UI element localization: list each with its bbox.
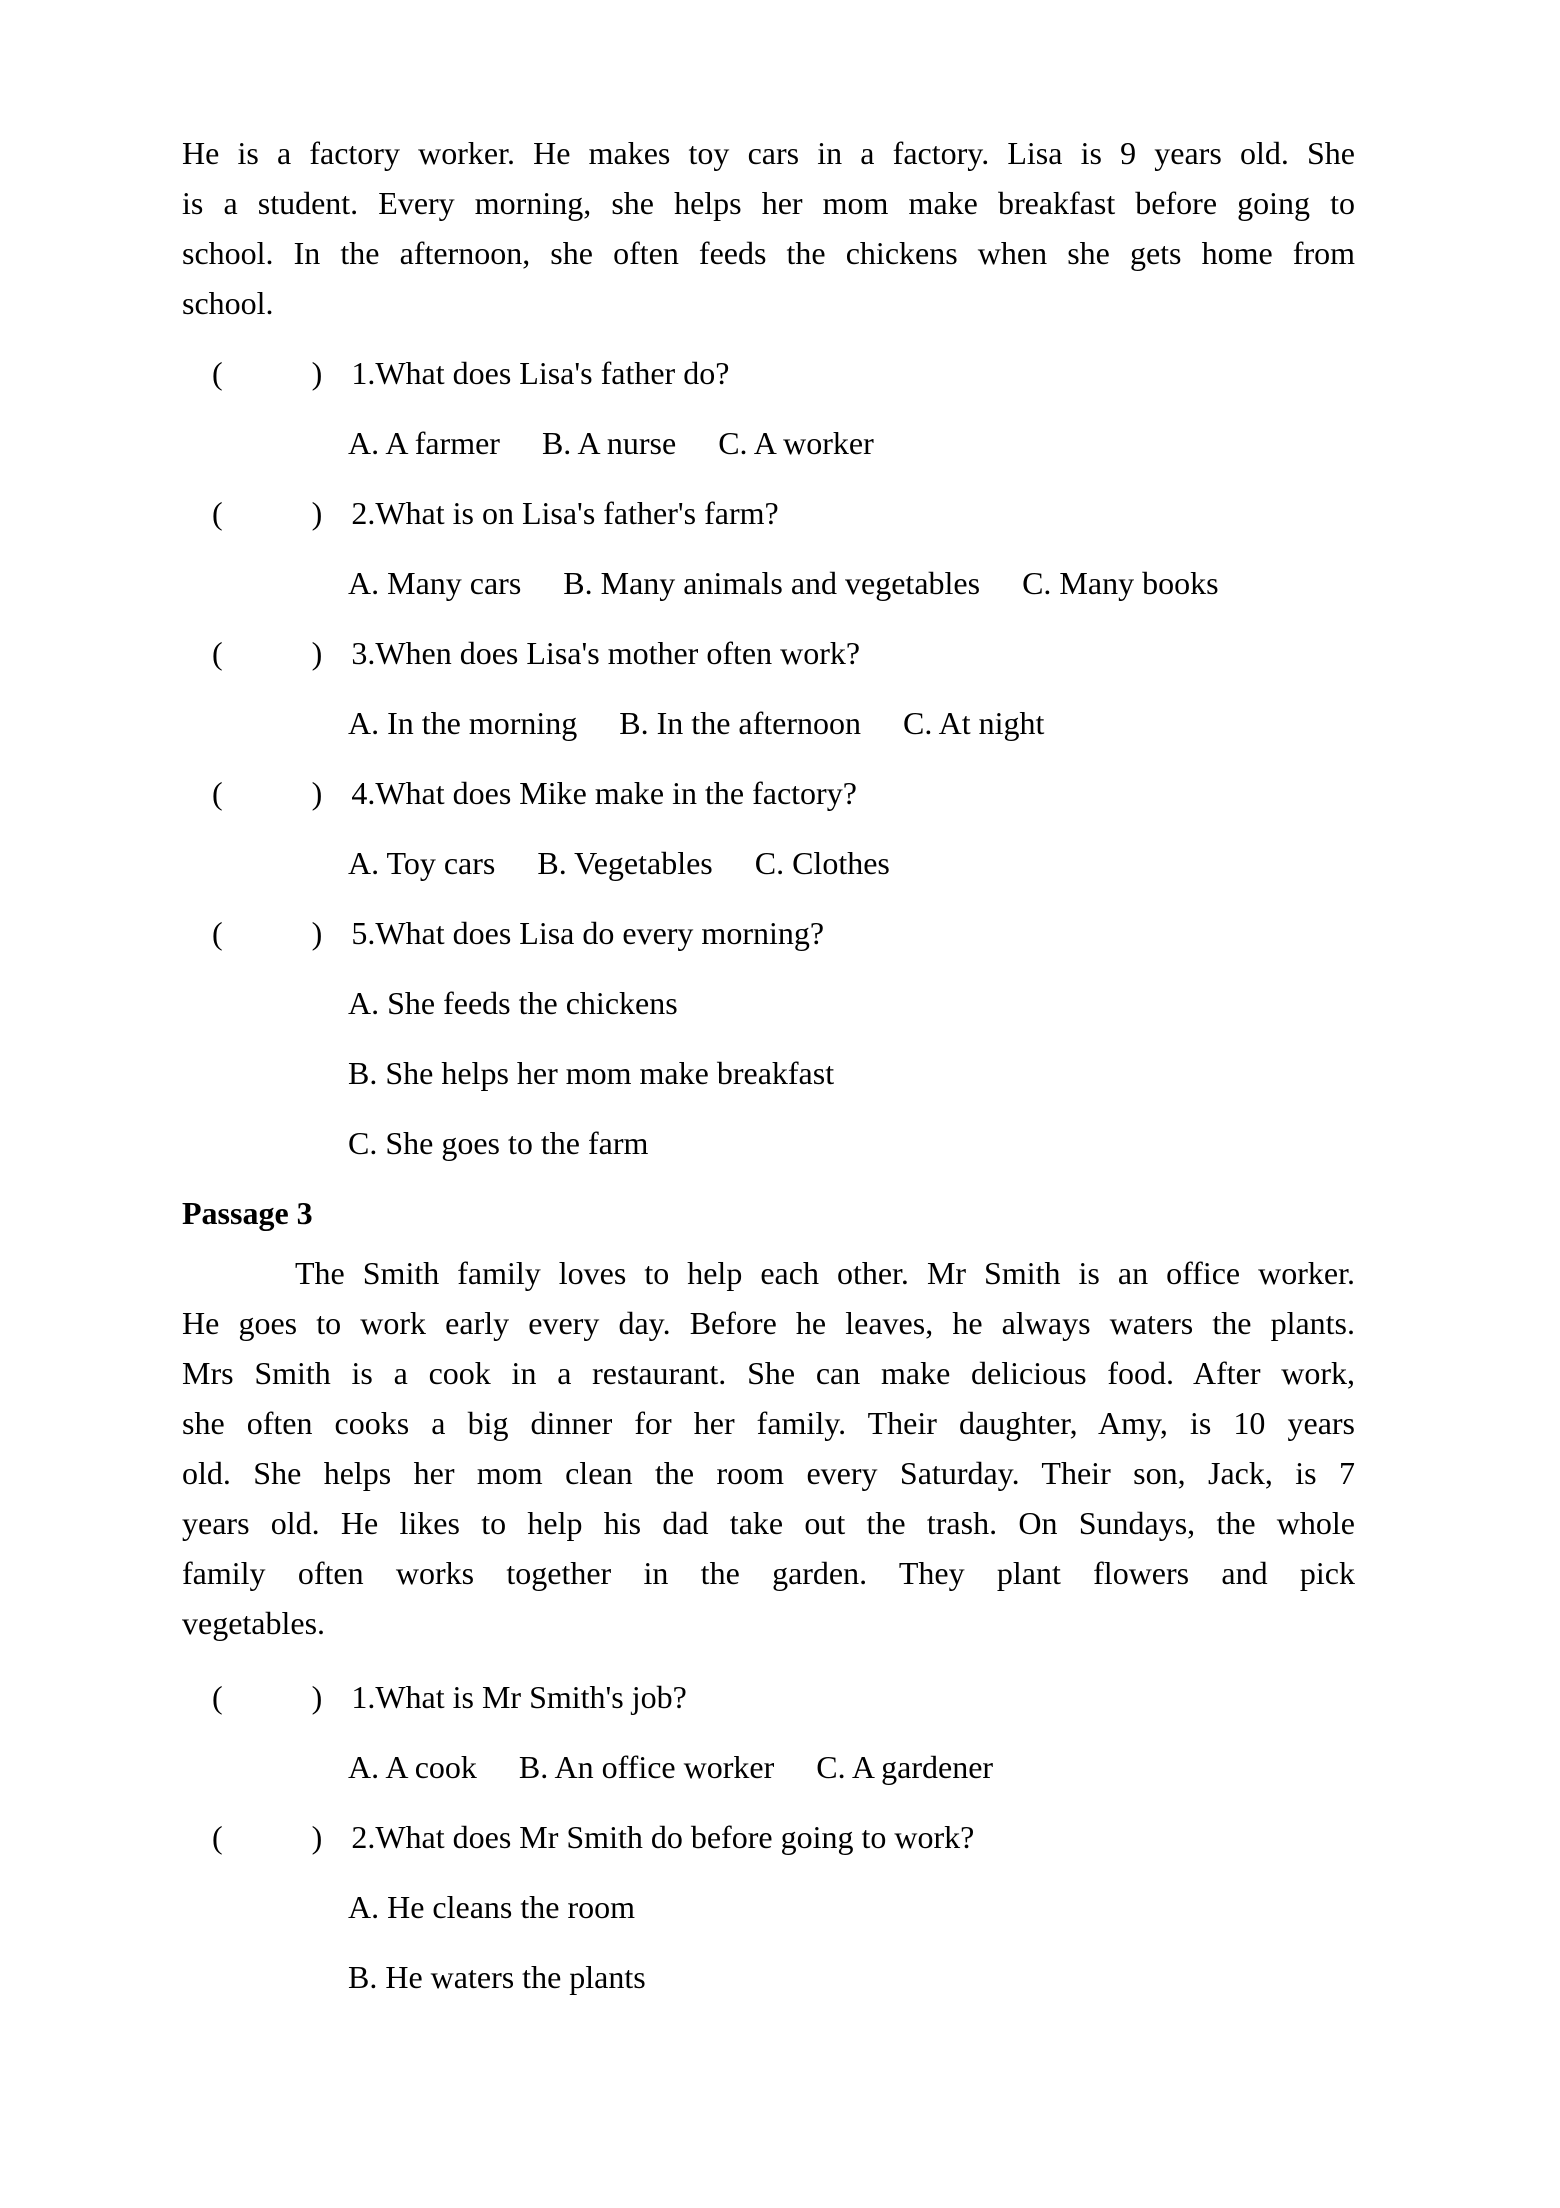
answer-paren-close: ) xyxy=(311,775,323,811)
question-row-1 xyxy=(182,1662,1355,1732)
question-text: 1.What does Lisa's father do? xyxy=(351,355,730,391)
option-a: A. She feeds the chickens xyxy=(348,985,678,1021)
answer-paren-close: ) xyxy=(311,915,323,951)
option-b: B. She helps her mom make breakfast xyxy=(348,1055,835,1091)
option-row-5c xyxy=(182,1108,1355,1178)
answer-paren-open: ( xyxy=(212,775,223,811)
question-text: 2.What does Mr Smith do before going to work? xyxy=(351,1819,975,1855)
question-row-3 xyxy=(182,618,1355,688)
paragraph-line: she often cooks a big dinner for her family. Their daughter, Amy, is 10 years xyxy=(182,1405,1355,1441)
option-row-5b xyxy=(182,1038,1355,1108)
option-c: C. Many books xyxy=(1022,565,1219,601)
question-row-4 xyxy=(182,758,1355,828)
option-a: A. Toy cars xyxy=(348,845,496,881)
option-b: B. Many animals and vegetables xyxy=(563,565,981,601)
options-row-1 xyxy=(182,408,1355,478)
options-row-2 xyxy=(182,548,1355,618)
option-c: C. Clothes xyxy=(754,845,890,881)
option-b: B. A nurse xyxy=(541,425,677,461)
passage3-heading: Passage 3 xyxy=(182,1195,313,1231)
answer-paren-close: ) xyxy=(311,635,323,671)
question-row-2 xyxy=(182,478,1355,548)
passage3-paragraph xyxy=(182,1248,1355,1648)
answer-paren-open: ( xyxy=(212,915,223,951)
paragraph-line: The Smith family loves to help each other. Mr Smith is an office worker. xyxy=(295,1255,1355,1291)
answer-paren-open: ( xyxy=(212,1819,223,1855)
answer-paren-close: ) xyxy=(311,355,323,391)
option-row-5a xyxy=(182,968,1355,1038)
answer-paren-close: ) xyxy=(311,1679,323,1715)
option-b: B. An office worker xyxy=(518,1749,775,1785)
question-row-5 xyxy=(182,898,1355,968)
paragraph-line: is a student. Every morning, she helps her mom make breakfast before going to xyxy=(182,185,1355,221)
question-text: 2.What is on Lisa's father's farm? xyxy=(351,495,779,531)
option-c: C. A gardener xyxy=(816,1749,994,1785)
option-c: C. At night xyxy=(903,705,1045,741)
answer-paren-open: ( xyxy=(212,1679,223,1715)
option-b: B. He waters the plants xyxy=(348,1959,646,1995)
paragraph-line: family often works together in the garden. They plant flowers and pick xyxy=(182,1555,1355,1591)
paragraph-line: vegetables. xyxy=(182,1605,326,1641)
option-a: A. A cook xyxy=(348,1749,477,1785)
paragraph-line: He goes to work early every day. Before he leaves, he always waters the plants. xyxy=(182,1305,1355,1341)
question-row-1 xyxy=(182,338,1355,408)
paragraph-line: school. xyxy=(182,285,274,321)
option-row-2b xyxy=(182,1942,1355,2012)
question-text: 5.What does Lisa do every morning? xyxy=(351,915,825,951)
options-row-3 xyxy=(182,688,1355,758)
option-row-2a xyxy=(182,1872,1355,1942)
option-a: A. In the morning xyxy=(348,705,578,741)
paragraph-line: school. In the afternoon, she often feeds the chickens when she gets home from xyxy=(182,235,1355,271)
options-row-1 xyxy=(182,1732,1355,1802)
paragraph-line: old. She helps her mom clean the room every Saturday. Their son, Jack, is 7 xyxy=(182,1455,1355,1491)
answer-paren-open: ( xyxy=(212,635,223,671)
question-row-2 xyxy=(182,1802,1355,1872)
option-a: A. Many cars xyxy=(348,565,522,601)
paragraph-line: He is a factory worker. He makes toy cars in a factory. Lisa is 9 years old. She xyxy=(182,135,1355,171)
question-text: 1.What is Mr Smith's job? xyxy=(351,1679,687,1715)
option-c: C. She goes to the farm xyxy=(348,1125,649,1161)
question-text: 4.What does Mike make in the factory? xyxy=(351,775,857,811)
passage2-paragraph xyxy=(182,128,1355,328)
passage2-questions xyxy=(182,338,1355,1178)
answer-paren-open: ( xyxy=(212,355,223,391)
answer-paren-open: ( xyxy=(212,495,223,531)
answer-paren-close: ) xyxy=(311,1819,323,1855)
paragraph-line: years old. He likes to help his dad take out the trash. On Sundays, the whole xyxy=(182,1505,1355,1541)
option-a: A. A farmer xyxy=(348,425,500,461)
paragraph-line: Mrs Smith is a cook in a restaurant. She can make delicious food. After work, xyxy=(182,1355,1355,1391)
passage3-questions xyxy=(182,1662,1355,2012)
answer-paren-close: ) xyxy=(311,495,323,531)
option-b: B. Vegetables xyxy=(537,845,713,881)
option-a: A. He cleans the room xyxy=(348,1889,636,1925)
option-c: C. A worker xyxy=(718,425,874,461)
option-b: B. In the afternoon xyxy=(619,705,861,741)
options-row-4 xyxy=(182,828,1355,898)
question-text: 3.When does Lisa's mother often work? xyxy=(351,635,861,671)
